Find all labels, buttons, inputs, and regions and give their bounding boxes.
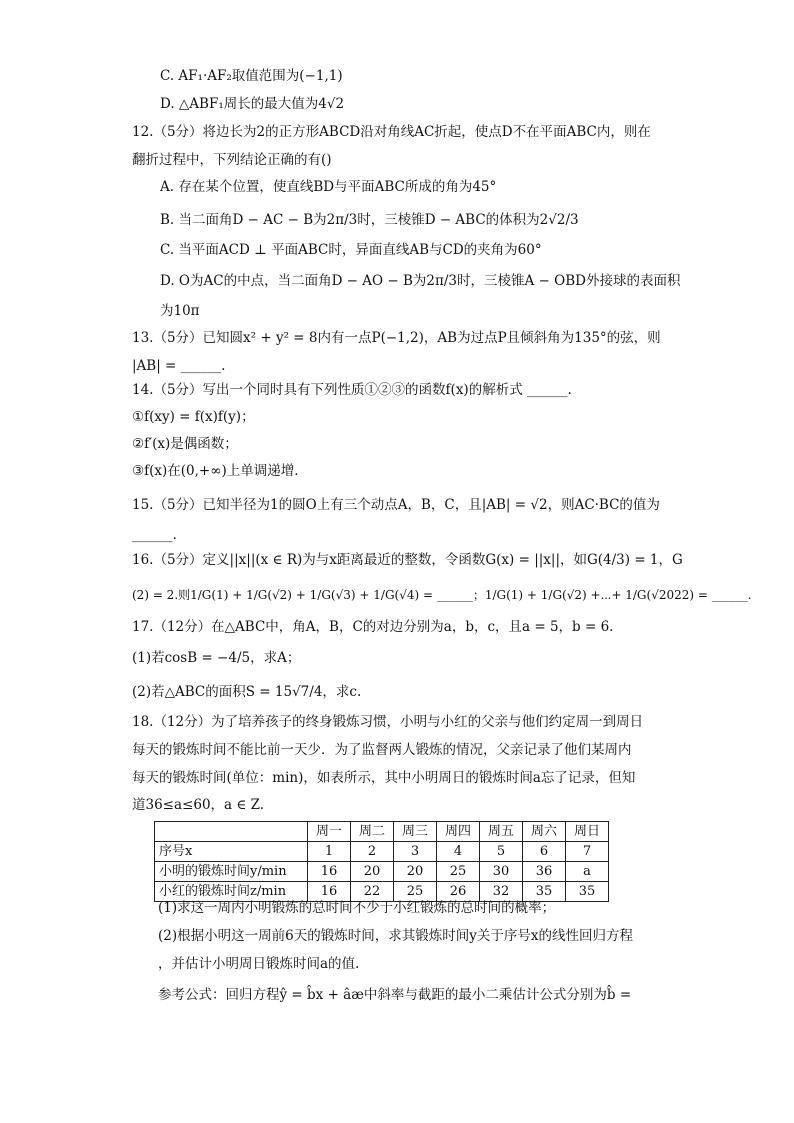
table-cell: 36	[523, 862, 566, 882]
q13-stem-1: 13.（5分）已知圆x² + y² = 8内有一点P(−1,2)，AB为过点P且倾斜角为135°的弦，则	[132, 330, 661, 346]
q12-stem-1: 12.（5分）将边长为2的正方形ABCD沿对角线AC折起，使点D不在平面ABC内，则在	[132, 124, 651, 140]
table-row	[155, 842, 609, 862]
table-header-cell: 周一	[308, 822, 351, 842]
table-cell: 25	[437, 862, 480, 882]
q16-stem-1: 16.（5分）定义||x||(x ∈ R)为与x距离最近的整数，令函数G(x) = ||x||，如G(4/3) = 1，G	[132, 552, 683, 568]
q12-option-b: B. 当二面角D − AC − B为2π/3时，三棱锥D − ABC的体积为2√2/3	[160, 212, 579, 228]
table-cell: 小红的锻炼时间z/min	[155, 882, 308, 902]
table-header-cell	[155, 822, 308, 842]
table-row	[155, 862, 609, 882]
q15-stem-1: 15.（5分）已知半径为1的圆O上有三个动点A，B，C，且|AB| = √2，则AC·BC的值为	[132, 497, 660, 513]
table-cell: 7	[566, 842, 609, 862]
table-cell: 16	[308, 862, 351, 882]
table-cell: 26	[437, 882, 480, 902]
table-header-cell: 周日	[566, 822, 609, 842]
q17-part-1: (1)若cosB = −4/5，求A；	[132, 650, 301, 666]
exercise-time-table	[154, 821, 609, 902]
q18-stem-2: 每天的锻炼时间不能比前一天少．为了监督两人锻炼的情况，父亲记录了他们某周内	[132, 742, 632, 758]
q13-stem-2: |AB| = ______.	[132, 358, 226, 374]
q11-option-c: C. AF₁·AF₂取值范围为(−1,1)	[160, 68, 343, 84]
q15-stem-2: ______.	[132, 527, 177, 543]
q14-property-2: ②f′(x)是偶函数；	[132, 436, 238, 452]
table-header-row	[155, 822, 609, 842]
q18-part-1: (1)求这一周内小明锻炼的总时间不少于小红锻炼的总时间的概率；	[158, 900, 556, 916]
table-cell: 22	[351, 882, 394, 902]
q12-option-a: A. 存在某个位置，使直线BD与平面ABC所成的角为45°	[160, 179, 497, 195]
table-cell: 20	[351, 862, 394, 882]
q16-stem-2: (2) = 2.则1/G(1) + 1/G(√2) + 1/G(√3) + 1/G(√4) = ______；1/G(1) + 1/G(√2) +⋯+ 1/G(√2022) = ______.	[132, 588, 752, 602]
table-header-cell: 周六	[523, 822, 566, 842]
table-cell: 序号x	[155, 842, 308, 862]
q12-option-d-1: D. O为AC的中点，当二面角D − AO − B为2π/3时，三棱锥A − OBD外接球的表面积	[160, 273, 681, 289]
table-cell: 20	[394, 862, 437, 882]
table-cell: 6	[523, 842, 566, 862]
table-cell: 5	[480, 842, 523, 862]
q18-stem-3: 每天的锻炼时间(单位：min)，如表所示，其中小明周日的锻炼时间a忘了记录，但知	[132, 770, 636, 786]
q12-stem-2: 翻折过程中，下列结论正确的有()	[132, 152, 332, 168]
q18-reference-formula: 参考公式：回归方程ŷ = b̂x + âæ中斜率与截距的最小二乘估计公式分别为b̂ =	[158, 987, 632, 1003]
q18-part-2-2: ，并估计小明周日锻炼时间a的值.	[158, 956, 360, 972]
table-cell: 3	[394, 842, 437, 862]
q17-stem: 17.（12分）在△ABC中，角A，B，C的对边分别为a，b，c，且a = 5，b = 6.	[132, 619, 614, 635]
table-cell: 25	[394, 882, 437, 902]
table-cell: 小明的锻炼时间y/min	[155, 862, 308, 882]
table-cell: 35	[523, 882, 566, 902]
table-cell: 16	[308, 882, 351, 902]
table-header-cell: 周二	[351, 822, 394, 842]
table-cell: 4	[437, 842, 480, 862]
q14-stem: 14.（5分）写出一个同时具有下列性质①②③的函数f(x)的解析式 ______.	[132, 382, 572, 398]
q12-option-d-2: 为10π	[160, 303, 200, 319]
q17-part-2: (2)若△ABC的面积S = 15√7/4，求c.	[132, 684, 362, 700]
table-cell: 2	[351, 842, 394, 862]
q11-option-d: D. △ABF₁周长的最大值为4√2	[160, 96, 345, 112]
table-header-cell: 周五	[480, 822, 523, 842]
table-cell: 30	[480, 862, 523, 882]
table-cell: 35	[566, 882, 609, 902]
q14-property-1: ①f(xy) = f(x)f(y)；	[132, 409, 255, 425]
table-header-cell: 周四	[437, 822, 480, 842]
q12-option-c: C. 当平面ACD ⊥ 平面ABC时，异面直线AB与CD的夹角为60°	[160, 242, 542, 258]
table-cell: 32	[480, 882, 523, 902]
table-cell: a	[566, 862, 609, 882]
q18-part-2-1: (2)根据小明这一周前6天的锻炼时间，求其锻炼时间y关于序号x的线性回归方程	[158, 928, 633, 944]
q18-stem-1: 18.（12分）为了培养孩子的终身锻炼习惯，小明与小红的父亲与他们约定周一到周日	[132, 714, 644, 730]
table-cell: 1	[308, 842, 351, 862]
q14-property-3: ③f(x)在(0,+∞)上单调递增.	[132, 463, 299, 479]
table-header-cell: 周三	[394, 822, 437, 842]
q18-stem-4: 道36≤a≤60，a ∈ Z.	[132, 797, 265, 813]
